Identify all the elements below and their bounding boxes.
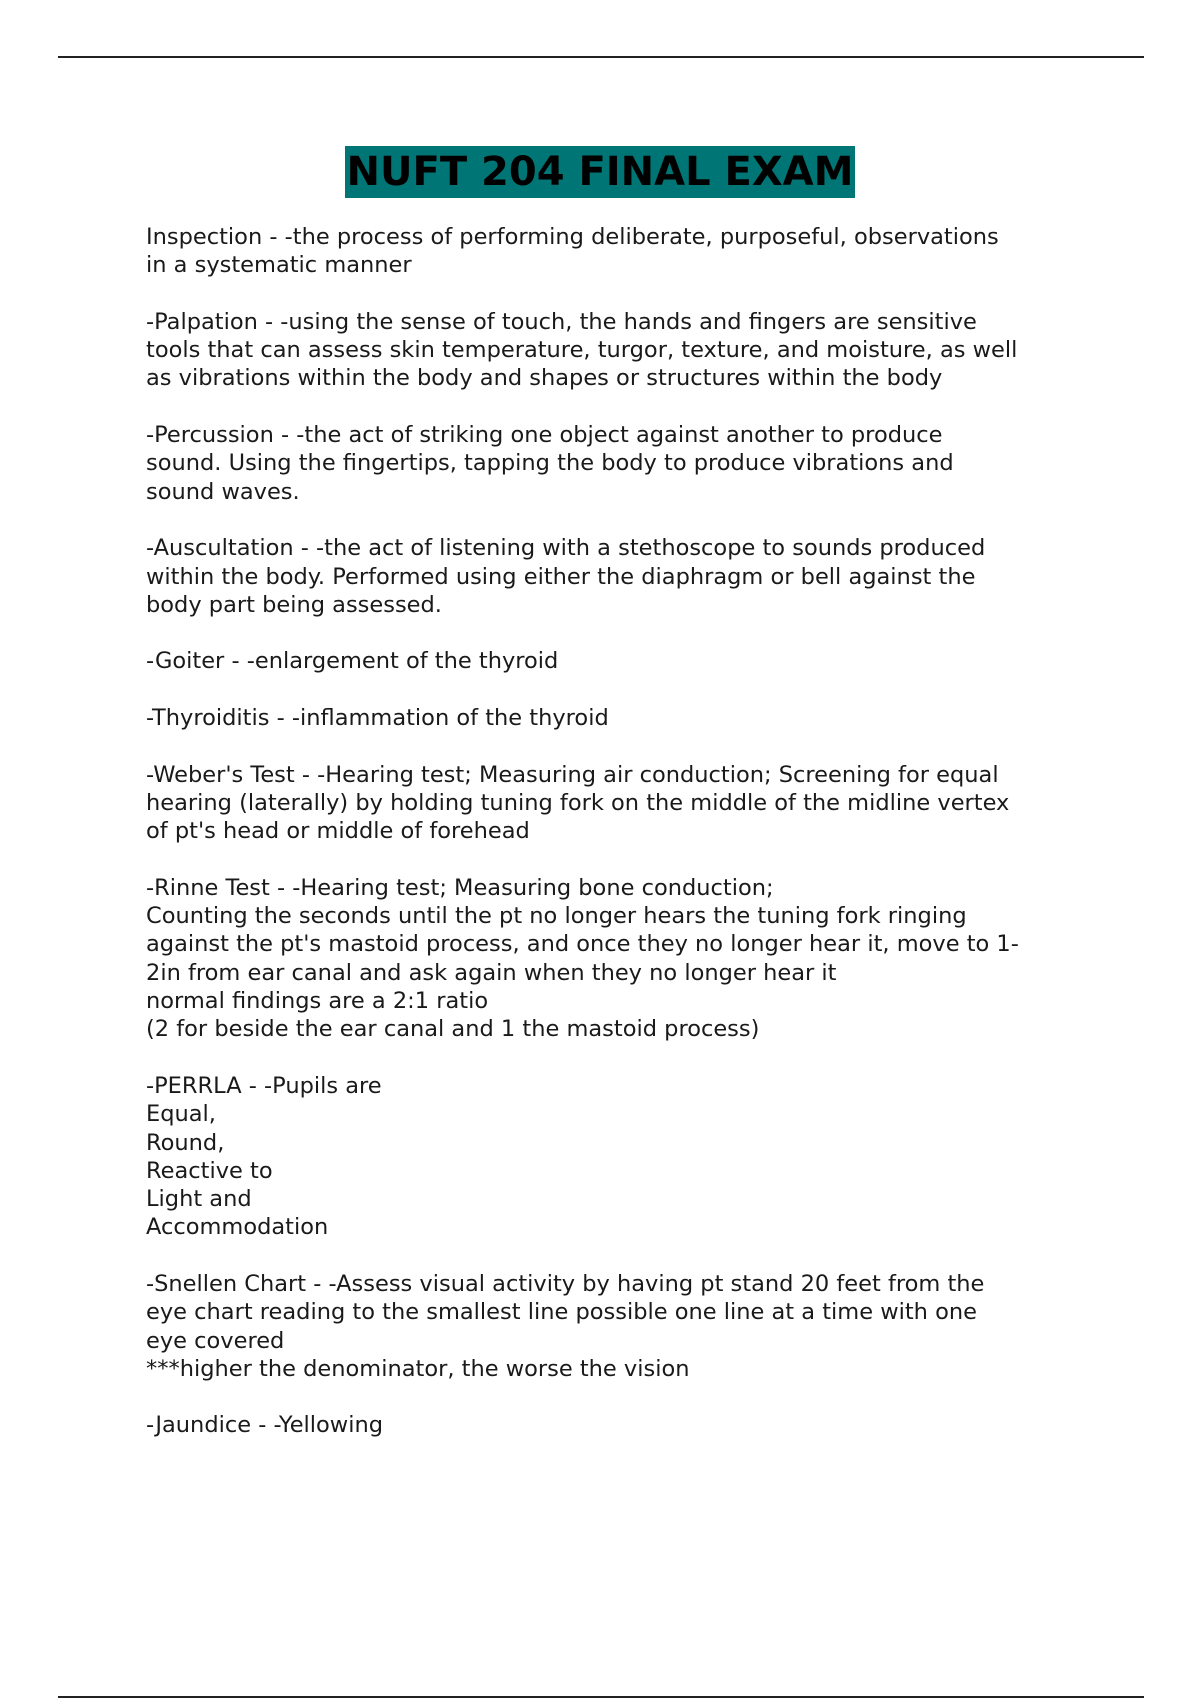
entry-line: eye covered	[146, 1327, 285, 1354]
term-entry	[146, 1072, 1096, 1242]
entry-line: hearing (laterally) by holding tuning fork on the middle of the midline vertex	[146, 789, 1010, 816]
entry-line: -Jaundice - -Yellowing	[146, 1412, 383, 1439]
entry-line: Light and	[146, 1186, 252, 1213]
entry-line: sound waves.	[146, 478, 300, 505]
document-body	[146, 223, 1096, 1468]
entry-line: Accommodation	[146, 1214, 329, 1241]
entry-line: -Snellen Chart - -Assess visual activity by having pt stand 20 feet from the	[146, 1270, 985, 1297]
entry-line: ***higher the denominator, the worse the vision	[146, 1355, 690, 1382]
entry-line: -PERRLA - -Pupils are	[146, 1072, 382, 1099]
term-entry	[146, 1270, 1096, 1383]
term-entry	[146, 1411, 1096, 1439]
entry-line: -Auscultation - -the act of listening with a stethoscope to sounds produced	[146, 535, 986, 562]
term-entry	[146, 223, 1096, 280]
entry-line: -Palpation - -using the sense of touch, the hands and fingers are sensitive	[146, 308, 977, 335]
entry-line: as vibrations within the body and shapes or structures within the body	[146, 365, 943, 392]
entry-line: -Rinne Test - -Hearing test; Measuring bone conduction;	[146, 874, 774, 901]
top-rule	[58, 56, 1144, 58]
entry-line: 2in from ear canal and ask again when they no longer hear it	[146, 959, 837, 986]
entry-line: body part being assessed.	[146, 591, 442, 618]
title-wrap	[0, 146, 1200, 198]
document-title: NUFT 204 FINAL EXAM	[345, 146, 856, 198]
entry-line: Round,	[146, 1129, 225, 1156]
term-entry	[146, 874, 1096, 1044]
term-entry	[146, 647, 1096, 675]
entry-line: in a systematic manner	[146, 252, 412, 279]
entry-line: -Thyroiditis - -inflammation of the thyroid	[146, 705, 609, 732]
bottom-rule	[58, 1696, 1144, 1698]
entry-line: (2 for beside the ear canal and 1 the mastoid process)	[146, 1016, 760, 1043]
entry-line: -Percussion - -the act of striking one object against another to produce	[146, 422, 943, 449]
entry-line: Inspection - -the process of performing deliberate, purposeful, observations	[146, 224, 999, 250]
entry-line: Counting the seconds until the pt no longer hears the tuning fork ringing	[146, 903, 967, 930]
term-entry	[146, 421, 1096, 506]
entry-line: normal findings are a 2:1 ratio	[146, 988, 489, 1015]
term-entry	[146, 761, 1096, 846]
term-entry	[146, 308, 1096, 393]
term-entry	[146, 534, 1096, 619]
term-entry	[146, 704, 1096, 732]
entry-line: sound. Using the fingertips, tapping the body to produce vibrations and	[146, 450, 954, 477]
entry-line: eye chart reading to the smallest line possible one line at a time with one	[146, 1299, 977, 1326]
entry-line: against the pt's mastoid process, and once they no longer hear it, move to 1-	[146, 931, 1019, 958]
entry-line: tools that can assess skin temperature, turgor, texture, and moisture, as well	[146, 337, 1018, 364]
entry-line: Equal,	[146, 1101, 216, 1128]
entry-line: within the body. Performed using either the diaphragm or bell against the	[146, 563, 976, 590]
entry-line: Reactive to	[146, 1157, 273, 1184]
entry-line: -Goiter - -enlargement of the thyroid	[146, 648, 559, 675]
entry-line: -Weber's Test - -Hearing test; Measuring air conduction; Screening for equal	[146, 761, 999, 788]
entry-line: of pt's head or middle of forehead	[146, 818, 530, 845]
